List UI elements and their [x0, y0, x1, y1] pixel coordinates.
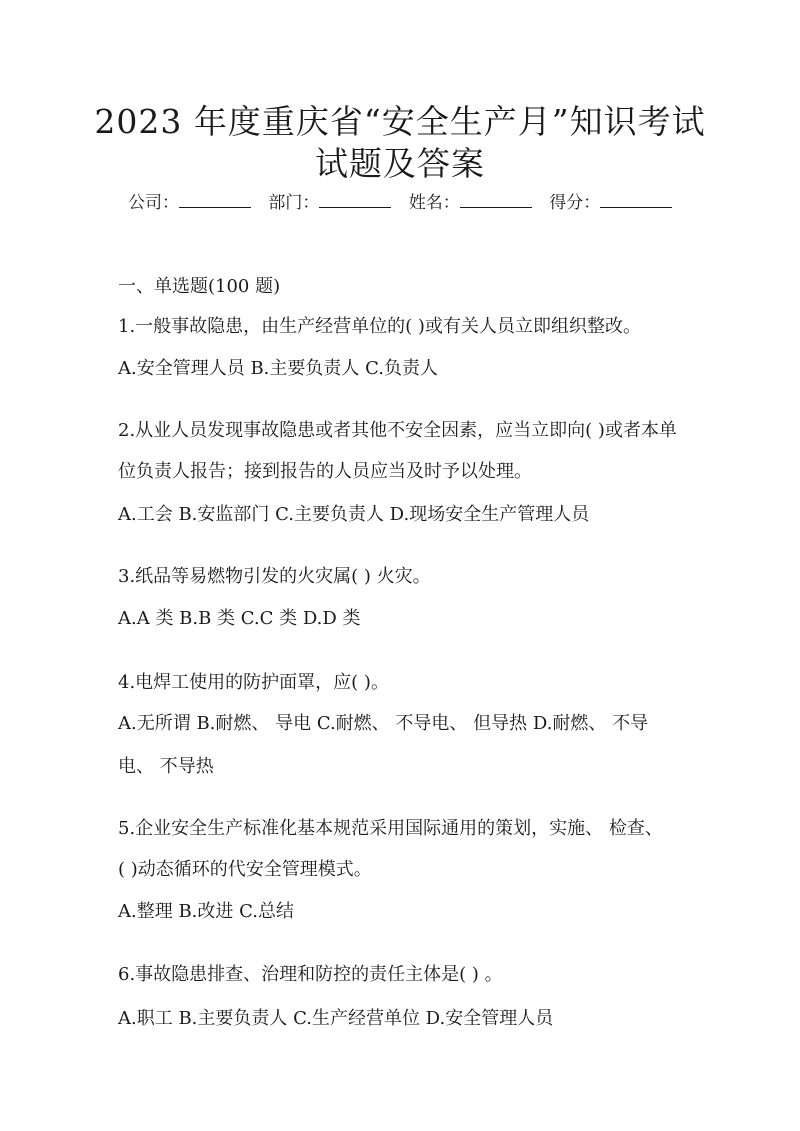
department-blank-line [319, 191, 391, 208]
question-4-text-line-1: 4.电焊工使用的防护面罩，应( )。 [118, 672, 389, 693]
question-6-text-line-1: 6.事故隐患排查、治理和防控的责任主体是( ) 。 [118, 964, 503, 985]
question-4-options-line-2: 电、 不导热 [118, 756, 214, 777]
company-label: 公司： [128, 193, 179, 213]
question-3-options-line-1: A.A 类 B.B 类 C.C 类 D.D 类 [118, 608, 361, 629]
question-5-options-line-1: A.整理 B.改进 C.总结 [118, 901, 294, 922]
question-2-text-line-2: 位负责人报告；接到报告的人员应当及时予以处理。 [118, 461, 532, 482]
question-6-options-line-1: A.职工 B.主要负责人 C.生产经营单位 D.安全管理人员 [118, 1008, 554, 1029]
question-5-text-line-2: ( )动态循环的代安全管理模式。 [118, 859, 372, 880]
name-label: 姓名： [408, 193, 460, 213]
company-blank-line [179, 191, 251, 208]
question-4-options-line-1: A.无所谓 B.耐燃、 导电 C.耐燃、 不导电、 但导热 D.耐燃、 不导 [118, 713, 649, 734]
question-5-text-line-1: 5.企业安全生产标准化基本规范采用国际通用的策划，实施、 检查、 [118, 818, 663, 839]
question-1-options-line-1: A.安全管理人员 B.主要负责人 C.负责人 [118, 358, 438, 379]
name-field [409, 191, 532, 215]
question-3-text-line-1: 3.纸品等易燃物引发的火灾属( ) 火灾。 [118, 566, 431, 587]
department-label: 部门： [268, 193, 320, 213]
section-heading: 一、单选题(100 题) [118, 276, 281, 297]
question-2-text-line-1: 2.从业人员发现事故隐患或者其他不安全因素，应当立即向( )或者本单 [118, 420, 677, 441]
score-blank-line [600, 191, 672, 208]
name-blank-line [460, 191, 532, 208]
question-2-options-line-1: A.工会 B.安监部门 C.主要负责人 D.现场安全生产管理人员 [118, 504, 590, 525]
info-fields-row [128, 191, 688, 215]
score-label: 得分： [549, 193, 601, 213]
company-field [128, 191, 251, 215]
document-title-line1: 2023 年度重庆省“安全生产月”知识考试 [94, 102, 706, 141]
document-title-line2: 试题及答案 [315, 144, 485, 183]
score-field [549, 191, 672, 215]
question-1-text-line-1: 1.一般事故隐患，由生产经营单位的( )或有关人员立即组织整改。 [118, 316, 641, 337]
department-field [268, 191, 391, 215]
